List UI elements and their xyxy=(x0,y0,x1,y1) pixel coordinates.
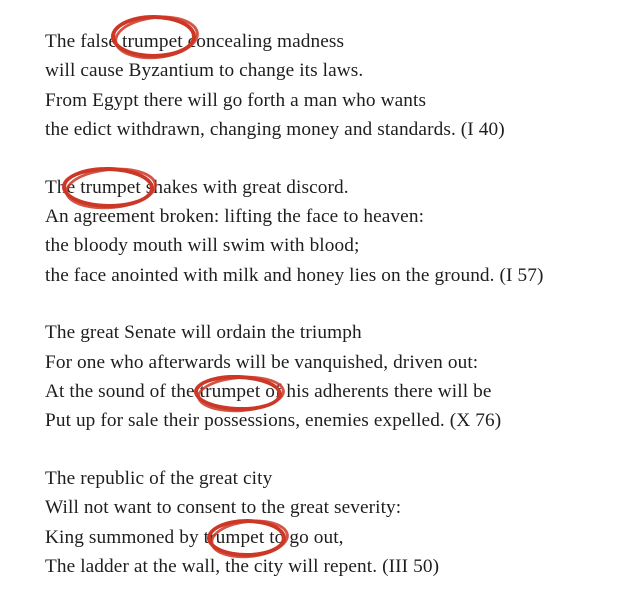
stanza-3 xyxy=(45,318,605,436)
poem-line: The great Senate will ordain the triumph xyxy=(45,322,362,344)
poem-line: the face anointed with milk and honey lies on the ground. (I 57) xyxy=(45,264,544,286)
poem-line: The false trumpet concealing madness xyxy=(45,31,345,52)
poem-line: From Egypt there will go forth a man who wants xyxy=(45,89,427,111)
poem-line: At the sound of the trumpet of his adherents there will be xyxy=(45,381,492,403)
poem-line: the bloody mouth will swim with blood; xyxy=(45,235,360,257)
poem-line: For one who afterwards will be vanquished, driven out: xyxy=(45,351,479,373)
stanza-2 xyxy=(45,173,605,291)
stanza-4 xyxy=(45,464,605,582)
poem-line: will cause Byzantium to change its laws. xyxy=(45,60,364,82)
poem-line: The trumpet shakes with great discord. xyxy=(45,176,349,198)
poem-line: The republic of the great city xyxy=(45,467,273,489)
poem-line: An agreement broken: lifting the face to heaven: xyxy=(45,206,425,228)
poem-line: The ladder at the wall, the city will repent. (III 50) xyxy=(45,556,440,578)
poem-line: King summoned by trumpet to go out, xyxy=(45,526,344,548)
poem-line: Put up for sale their possessions, enemies expelled. (X 76) xyxy=(45,410,502,432)
poem-line: Will not want to consent to the great severity: xyxy=(45,497,402,519)
poem-line: the edict withdrawn, changing money and standards. (I 40) xyxy=(45,119,505,141)
stanza-1 xyxy=(45,27,605,145)
